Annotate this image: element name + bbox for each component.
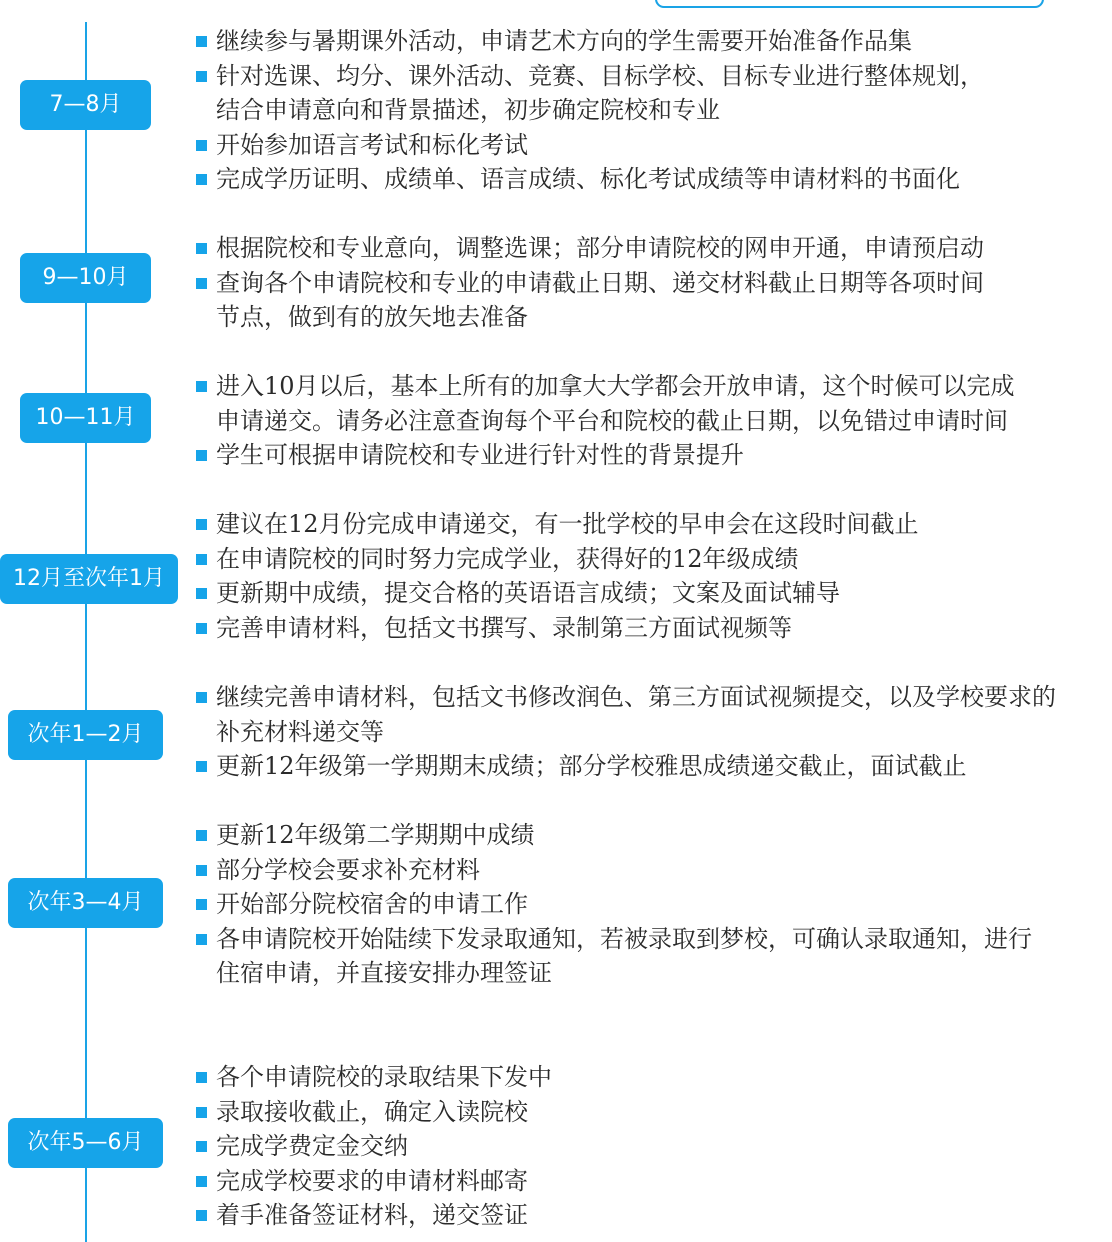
timeline-item — [196, 1060, 552, 1095]
square-bullet-icon — [196, 934, 207, 945]
period-items — [196, 507, 919, 645]
item-text-line: 根据院校和专业意向，调整选课；部分申请院校的网申开通，申请预启动 — [216, 234, 984, 262]
item-text-line: 更新12年级第二学期期中成绩 — [216, 821, 535, 849]
square-bullet-icon — [196, 623, 207, 634]
timeline-item — [196, 1164, 552, 1199]
item-text-line: 节点，做到有的放矢地去准备 — [216, 303, 528, 331]
timeline-item — [196, 680, 1056, 749]
square-bullet-icon — [196, 865, 207, 876]
period-badge: 次年3—4月 — [8, 878, 163, 928]
item-text-line: 更新期中成绩，提交合格的英语语言成绩；文案及面试辅导 — [216, 579, 840, 607]
square-bullet-icon — [196, 381, 207, 392]
timeline-item — [196, 59, 984, 128]
square-bullet-icon — [196, 71, 207, 82]
item-text-line: 各个申请院校的录取结果下发中 — [216, 1063, 552, 1091]
square-bullet-icon — [196, 1141, 207, 1152]
square-bullet-icon — [196, 692, 207, 703]
item-text-line: 住宿申请，并直接安排办理签证 — [216, 959, 552, 987]
item-text-line: 在申请院校的同时努力完成学业，获得好的12年级成绩 — [216, 544, 799, 573]
square-bullet-icon — [196, 278, 207, 289]
square-bullet-icon — [196, 588, 207, 599]
period-items — [196, 680, 1056, 784]
square-bullet-icon — [196, 174, 207, 185]
square-bullet-icon — [196, 36, 207, 47]
item-text-line: 着手准备签证材料，递交签证 — [216, 1201, 528, 1229]
timeline-item — [196, 162, 984, 197]
timeline-item — [196, 369, 1015, 438]
square-bullet-icon — [196, 1176, 207, 1187]
period-badge: 次年5—6月 — [8, 1118, 163, 1168]
item-text-line: 完善申请材料，包括文书撰写、录制第三方面试视频等 — [216, 613, 792, 642]
period-badge: 9—10月 — [20, 253, 151, 303]
item-text-line: 开始参加语言考试和标化考试 — [216, 130, 528, 159]
item-text-line: 开始部分院校宿舍的申请工作 — [216, 890, 528, 918]
timeline-item — [196, 507, 919, 542]
item-text-line: 进入10月以后，基本上所有的加拿大大学都会开放申请，这个时候可以完成 — [216, 372, 1015, 400]
timeline-item — [196, 818, 1032, 853]
timeline-item — [196, 853, 1032, 888]
timeline-item — [196, 24, 984, 59]
square-bullet-icon — [196, 554, 207, 565]
top-banner-edge — [655, 0, 1044, 8]
item-text-line: 补充材料递交等 — [216, 717, 384, 746]
timeline-item — [196, 576, 919, 611]
square-bullet-icon — [196, 830, 207, 841]
timeline-item — [196, 438, 1015, 473]
square-bullet-icon — [196, 1107, 207, 1118]
item-text-line: 各申请院校开始陆续下发录取通知，若被录取到梦校，可确认录取通知，进行 — [216, 924, 1032, 953]
item-text-line: 完成学校要求的申请材料邮寄 — [216, 1166, 528, 1195]
square-bullet-icon — [196, 519, 207, 530]
period-items — [196, 369, 1015, 473]
period-badge: 12月至次年1月 — [0, 554, 178, 604]
item-text-line: 申请递交。请务必注意查询每个平台和院校的截止日期，以免错过申请时间 — [216, 406, 1008, 435]
item-text-line: 部分学校会要求补充材料 — [216, 855, 480, 884]
square-bullet-icon — [196, 1210, 207, 1221]
period-badge: 7—8月 — [20, 80, 151, 130]
item-text-line: 针对选课、均分、课外活动、竞赛、目标学校、目标专业进行整体规划， — [216, 61, 984, 90]
square-bullet-icon — [196, 450, 207, 461]
item-text-line: 建议在12月份完成申请递交，有一批学校的早申会在这段时间截止 — [216, 510, 919, 538]
item-text-line: 学生可根据申请院校和专业进行针对性的背景提升 — [216, 441, 744, 469]
square-bullet-icon — [196, 761, 207, 772]
item-text-line: 完成学历证明、成绩单、语言成绩、标化考试成绩等申请材料的书面化 — [216, 165, 960, 193]
timeline-item — [196, 1198, 552, 1233]
item-text-line: 完成学费定金交纳 — [216, 1132, 408, 1160]
square-bullet-icon — [196, 899, 207, 910]
item-text-line: 继续参与暑期课外活动，申请艺术方向的学生需要开始准备作品集 — [216, 27, 912, 55]
timeline-item — [196, 231, 984, 266]
period-items — [196, 231, 984, 335]
period-items — [196, 1060, 552, 1233]
item-text-line: 结合申请意向和背景描述，初步确定院校和专业 — [216, 96, 720, 124]
timeline-item — [196, 1095, 552, 1130]
timeline-item — [196, 749, 1056, 784]
period-badge: 次年1—2月 — [8, 710, 163, 760]
item-text-line: 更新12年级第一学期期末成绩；部分学校雅思成绩递交截止，面试截止 — [216, 752, 967, 780]
timeline-item — [196, 887, 1032, 922]
square-bullet-icon — [196, 140, 207, 151]
timeline-item — [196, 922, 1032, 991]
timeline-item — [196, 611, 919, 646]
item-text-line: 查询各个申请院校和专业的申请截止日期、递交材料截止日期等各项时间 — [216, 268, 984, 297]
timeline-item — [196, 542, 919, 577]
timeline-item — [196, 128, 984, 163]
period-items — [196, 818, 1032, 991]
period-badge: 10—11月 — [20, 393, 151, 443]
square-bullet-icon — [196, 243, 207, 254]
item-text-line: 继续完善申请材料，包括文书修改润色、第三方面试视频提交，以及学校要求的 — [216, 683, 1056, 711]
item-text-line: 录取接收截止，确定入读院校 — [216, 1097, 528, 1126]
timeline-line — [85, 22, 87, 1242]
timeline-item — [196, 266, 984, 335]
timeline-item — [196, 1129, 552, 1164]
square-bullet-icon — [196, 1072, 207, 1083]
period-items — [196, 24, 984, 197]
